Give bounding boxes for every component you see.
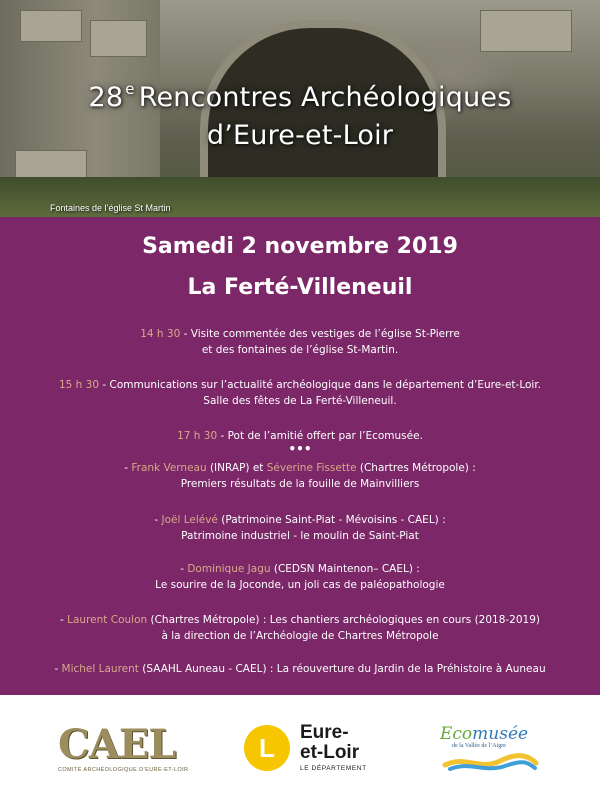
talk-prefix: -: [54, 663, 62, 675]
talk-affiliation: (SAAHL Auneau - CAEL) : La réouverture du Jardin de la Préhistoire à Auneau: [138, 663, 546, 675]
talk-title: Patrimoine industriel - le moulin de Saint-Piat: [181, 530, 419, 542]
talk-item: [0, 512, 600, 544]
header-photo: [0, 0, 600, 217]
el-line1: Eure-: [300, 722, 349, 743]
cael-wordmark: CAEL: [58, 721, 176, 768]
talk-affiliation: (CEDSN Maintenon– CAEL) :: [270, 563, 420, 575]
title-superscript: e: [125, 80, 135, 98]
speaker-name: Michel Laurent: [61, 663, 139, 675]
event-date: Samedi 2 novembre 2019: [142, 234, 458, 259]
talk-item: [0, 661, 600, 677]
photo-caption: Fontaines de l’église St Martin: [50, 203, 171, 213]
ecomusee-wordmark: [440, 725, 550, 743]
speaker-name: Dominique Jagu: [187, 563, 271, 575]
schedule-text-line2: et des fontaines de l’église St-Martin.: [201, 344, 399, 356]
separator-dots: •••: [288, 442, 312, 456]
talk-affiliation: (Patrimoine Saint-Piat - Mévoisins - CAEL) :: [217, 514, 446, 526]
el-line2: et-Loir: [300, 742, 360, 763]
schedule-text-line2: Salle des fêtes de La Ferté-Villeneuil.: [203, 395, 397, 407]
talk-prefix: -: [124, 462, 132, 474]
footer-logos: [0, 695, 600, 800]
eco-suffix: musée: [472, 724, 529, 744]
stone-block: [90, 20, 147, 57]
eure-et-loir-wordmark: [300, 723, 400, 772]
talk-prefix: -: [154, 514, 162, 526]
speaker-name: Laurent Coulon: [67, 614, 148, 626]
talk-affiliation: (INRAP) et: [206, 462, 267, 474]
talk-affiliation: (Chartres Métropole) : Les chantiers archéologiques en cours (2018-2019): [147, 614, 540, 626]
cael-logo: [58, 721, 198, 773]
river-wave-icon: [440, 751, 540, 773]
schedule-time: 14 h 30: [140, 328, 181, 340]
el-line3: LE DÉPARTEMENT: [300, 765, 367, 772]
schedule-item: [0, 326, 600, 358]
talk-title: à la direction de l’Archéologie de Chartres Métropole: [161, 630, 439, 642]
talk-prefix: -: [60, 614, 68, 626]
program-band: [0, 217, 600, 695]
stone-block: [20, 10, 82, 42]
speaker-name: Séverine Fissette: [266, 462, 357, 474]
schedule-text: - Communications sur l’actualité archéologique dans le département d’Eure-et-Loir.: [99, 379, 542, 391]
schedule-text: - Visite commentée des vestiges de l’église St-Pierre: [180, 328, 460, 340]
schedule-text: - Pot de l’amitié offert par l’Ecomusée.: [217, 430, 423, 442]
cael-subtitle: COMITÉ ARCHÉOLOGIQUE D’EURE-ET-LOIR: [58, 767, 189, 773]
schedule-item: [0, 377, 600, 409]
schedule-time: 15 h 30: [58, 379, 100, 391]
title-line1: Rencontres Archéologiques: [138, 82, 512, 113]
eco-prefix: Eco: [440, 724, 473, 744]
eure-et-loir-mark-icon: L: [244, 725, 290, 771]
talk-item: [0, 460, 600, 492]
talk-title: Le sourire de la Joconde, un joli cas de paléopathologie: [155, 579, 445, 591]
talk-affiliation: (Chartres Métropole) :: [356, 462, 476, 474]
title-line2: d’Eure-et-Loir: [206, 120, 394, 151]
stone-block: [480, 10, 572, 52]
schedule-time: 17 h 30: [177, 430, 218, 442]
ecomusee-subtitle: de la Vallée de l’Aigre: [452, 743, 506, 749]
ecomusee-logo: [440, 725, 550, 773]
page-title: [0, 70, 600, 155]
talk-item: [0, 561, 600, 593]
event-place: La Ferté-Villeneuil: [187, 275, 413, 300]
talk-prefix: -: [180, 563, 188, 575]
talk-title: Premiers résultats de la fouille de Mainvilliers: [180, 478, 420, 490]
title-ordinal: 28: [88, 82, 124, 113]
talk-item: [0, 612, 600, 644]
speaker-name: Joël Lelévé: [161, 514, 218, 526]
speaker-name: Frank Verneau: [131, 462, 207, 474]
